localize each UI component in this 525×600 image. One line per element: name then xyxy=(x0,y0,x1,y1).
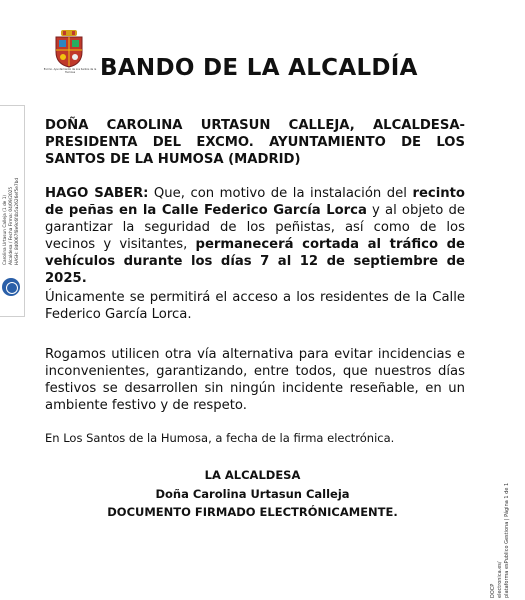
signature-name: Doña Carolina Urtasun Calleja xyxy=(155,487,350,501)
right-strip-url: electronica.es/ xyxy=(497,561,503,598)
announcement-paragraph xyxy=(45,185,465,287)
signature-strip-date: Alcaldesa / Fecha Firma: 04/09/2025 xyxy=(9,186,14,265)
mayor-heading: DOÑA CAROLINA URTASUN CALLEJA, ALCALDESA-PRESIDENTA DEL EXCMO. AYUNTAMIENTO DE LOS SANTOS DE LA HUMOSA (MADRID) xyxy=(45,118,465,167)
place-date-line: En Los Santos de la Humosa, a fecha de la firma electrónica. xyxy=(45,431,395,445)
announcement-text-a: Que, con motivo de la instalación del xyxy=(148,186,413,201)
right-strip-platform: plataforma esPublico Gestiona | Página 1 de 1 xyxy=(504,482,510,598)
coat-of-arms-icon xyxy=(52,30,86,68)
signature-note: DOCUMENTO FIRMADO ELECTRÓNICAMENTE. xyxy=(107,505,398,519)
signature-seal-icon xyxy=(2,278,20,296)
alternative-route-paragraph: Rogamos utilicen otra vía alternativa para evitar incidencias e inconvenientes, garantizando, entre todos, que nuestros días festivos se desarrollen sin ningún incidente reseñable, en un ambiente festivo y de respeto. xyxy=(45,347,465,413)
page-title: BANDO DE LA ALCALDÍA xyxy=(100,55,418,81)
announcement-emphasis-closure: permanecerá cortada al tráfico de vehículos durante los días 7 al 12 de septiembre de 2025. xyxy=(45,237,465,286)
hago-saber-label: HAGO SABER: xyxy=(45,186,149,201)
announcement-text-b: y al objeto de garantizar la seguridad de los peñistas, así como de los vecinos y visitantes, xyxy=(45,203,465,252)
signature-strip-signer: Carolina Urtasun Calleja (1 de 1) xyxy=(3,194,8,265)
announcement-emphasis-venue: recinto de peñas en la Calle Federico García Lorca xyxy=(45,186,465,218)
right-strip-docp: DOCP xyxy=(490,583,496,598)
signature-strip-hash: HASH: 8d0067f8e9c6f4b5a2626ef5e7bd xyxy=(15,177,20,265)
crest-caption: Excmo. Ayuntamiento de Los Santos de la Humosa xyxy=(43,68,97,74)
residents-access-paragraph: Únicamente se permitirá el acceso a los residentes de la Calle Federico García Lorca. xyxy=(45,290,465,322)
signature-role: LA ALCALDESA xyxy=(204,468,301,482)
